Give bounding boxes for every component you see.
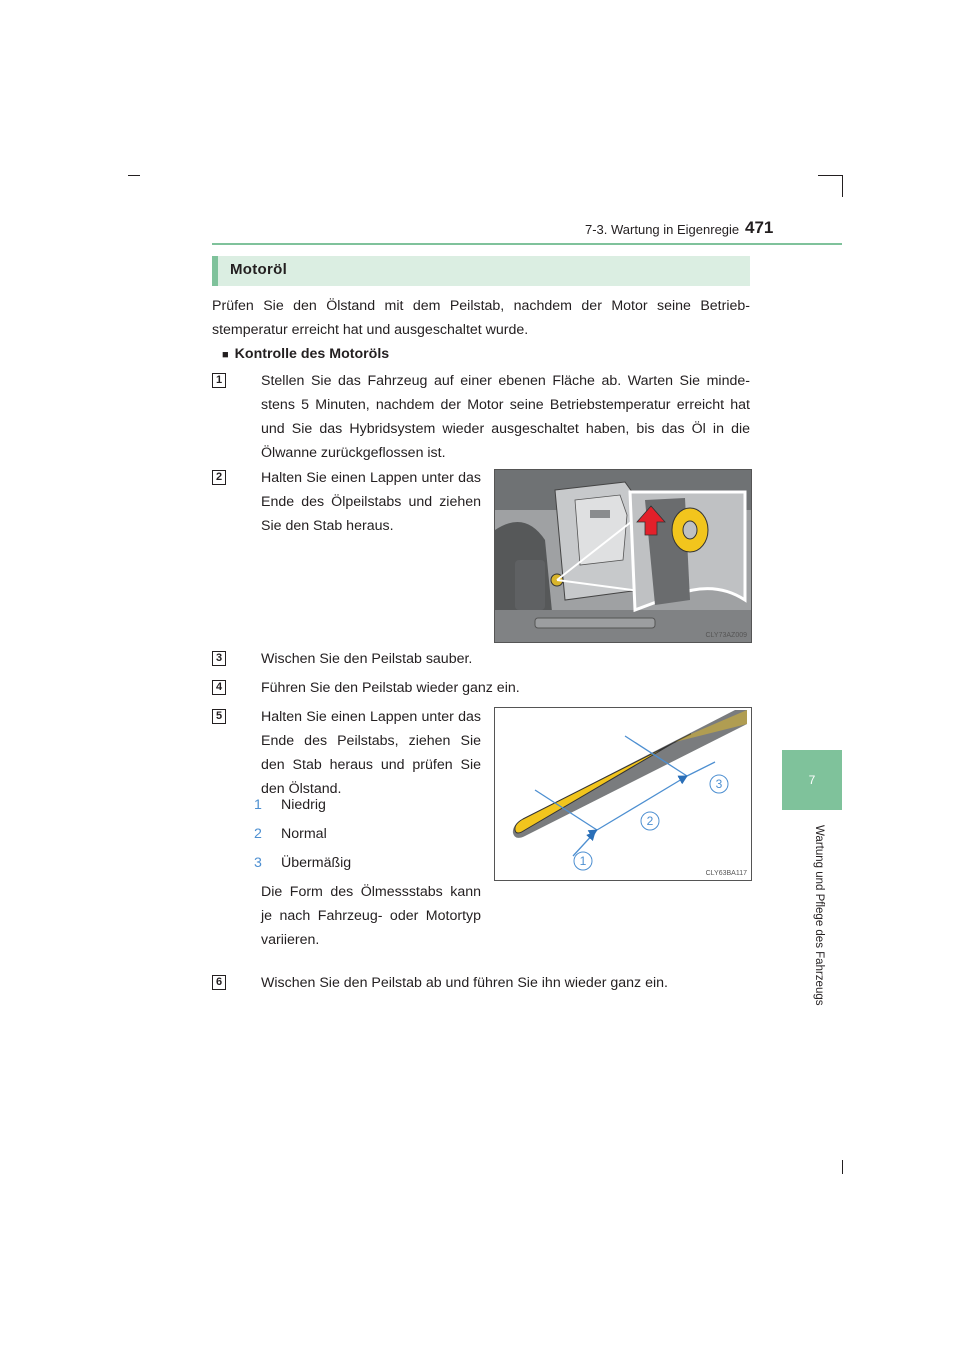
level-item <box>254 797 326 813</box>
engine-figure <box>494 469 752 643</box>
level-item <box>254 826 327 842</box>
page-number: 471 <box>745 218 774 237</box>
level-label: Übermäßig <box>281 855 352 871</box>
step-text: Halten Sie einen Lappen unter das Ende des Ölpeilstabs und ziehen Sie den Stab heraus. <box>261 470 481 534</box>
figure-caption: CLY63BA117 <box>705 870 747 877</box>
subheading <box>222 346 389 362</box>
figure-marker: 2 <box>646 814 654 828</box>
running-header: 7-3. Wartung in Eigenregie <box>585 222 740 237</box>
level-item <box>254 855 352 871</box>
crop-mark <box>128 175 140 176</box>
level-marker: 1 <box>254 797 262 813</box>
figure-marker: 1 <box>579 854 587 868</box>
subheading-text: Kontrolle des Motoröls <box>234 346 390 362</box>
intro-paragraph: Prüfen Sie den Ölstand mit dem Peilstab, nachdem der Motor seine Betrieb-stemperatur erreicht hat und ausgeschaltet wurde. <box>212 298 750 338</box>
header-rule <box>212 243 842 245</box>
level-marker: 2 <box>254 826 262 842</box>
level-label: Niedrig <box>281 797 326 813</box>
crop-mark <box>842 1160 843 1174</box>
figure-caption: CLY73AZ009 <box>705 632 747 639</box>
chapter-tab <box>782 750 842 810</box>
step-text: Stellen Sie das Fahrzeug auf einer ebenen Fläche ab. Warten Sie minde-stens 5 Minuten, nachdem der Motor seine Betriebstemperatur erreicht hat und Sie das Hybridsystem wieder ausgeschaltet haben, bis das Öl in die Ölwanne zurückgeflossen ist. <box>261 373 750 461</box>
chapter-title: Wartung und Pflege des Fahrzeugs <box>813 825 825 1006</box>
dipstick-figure <box>494 707 752 881</box>
subheading-bullet: ■ <box>222 349 229 361</box>
crop-mark <box>818 175 842 176</box>
step-number: 4 <box>212 680 226 695</box>
note-text: Die Form des Ölmessstabs kann je nach Fahrzeug- oder Motortyp variieren. <box>261 884 481 948</box>
chapter-number: 7 <box>808 773 816 787</box>
step-number: 1 <box>212 373 226 388</box>
step-number: 5 <box>212 709 226 724</box>
step-text: Wischen Sie den Peilstab ab und führen Sie ihn wieder ganz ein. <box>261 975 668 991</box>
dipstick-illustration <box>495 708 751 880</box>
step-number: 6 <box>212 975 226 990</box>
figure-marker: 3 <box>715 777 723 791</box>
engine-illustration <box>495 470 751 642</box>
level-marker: 3 <box>254 855 262 871</box>
step-text: Halten Sie einen Lappen unter das Ende des Peilstabs, ziehen Sie den Stab heraus und prüfen Sie den Ölstand. <box>261 709 481 797</box>
section-title-bar <box>212 256 750 286</box>
step-text: Wischen Sie den Peilstab sauber. <box>261 651 473 667</box>
crop-mark <box>842 175 843 197</box>
step-number: 3 <box>212 651 226 666</box>
level-label: Normal <box>281 826 327 842</box>
step-number: 2 <box>212 470 226 485</box>
step-text: Führen Sie den Peilstab wieder ganz ein. <box>261 680 520 696</box>
section-title: Motoröl <box>230 261 288 278</box>
